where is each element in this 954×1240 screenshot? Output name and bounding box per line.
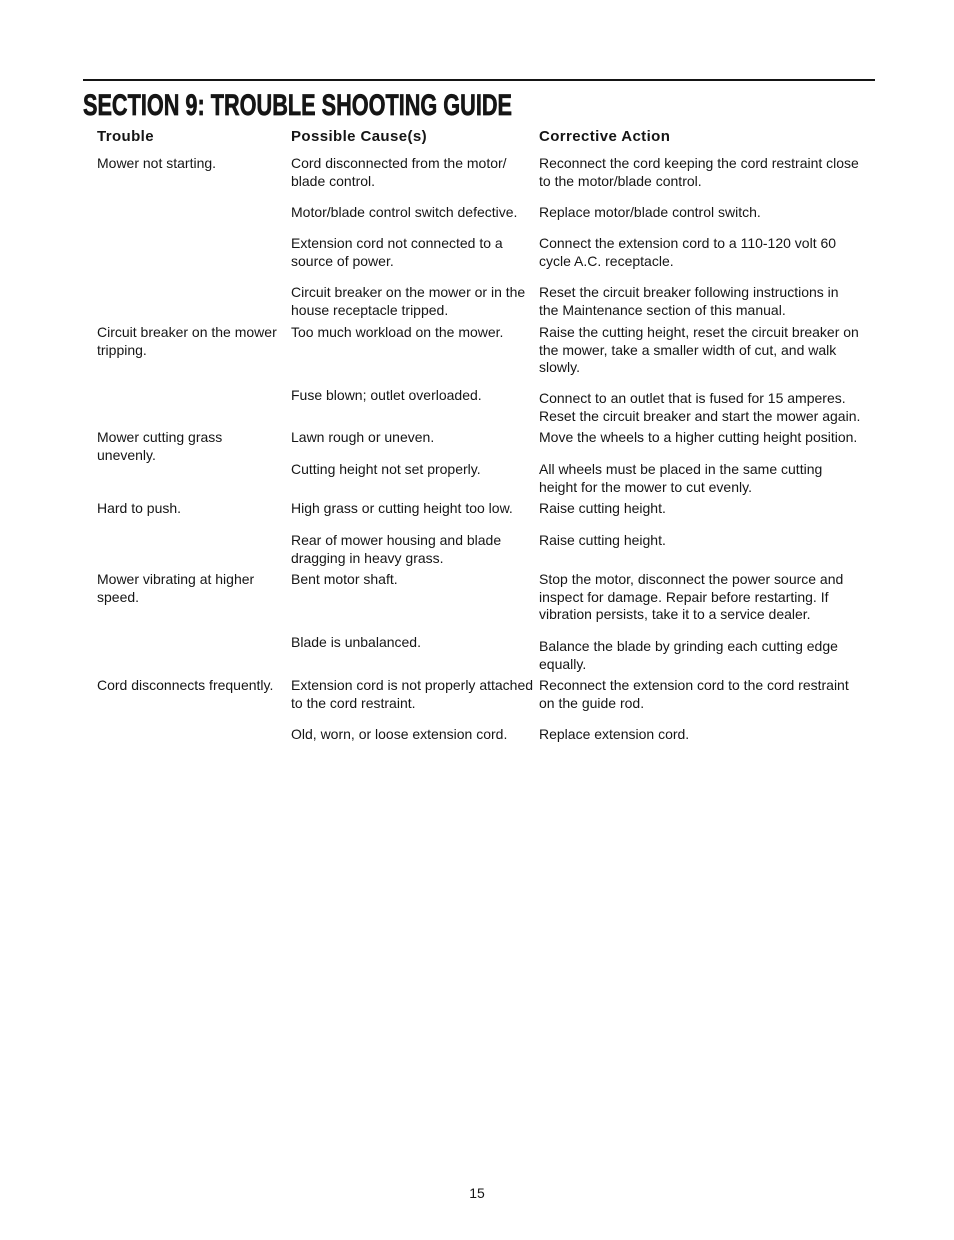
- action-cell: Raise cutting height.: [539, 500, 666, 516]
- column-header-cause: Possible Cause(s): [291, 128, 428, 145]
- action-cell: Replace motor/blade control switch.: [539, 204, 761, 220]
- action-cell: Raise the cutting height, reset the circuit breaker on the mower, take a smaller width of cut, and walk slowly.: [539, 324, 859, 375]
- table-row: [0, 324, 954, 375]
- cause-cell: Old, worn, or loose extension cord.: [291, 726, 508, 742]
- table-row: [0, 726, 954, 742]
- trouble-cell: Mower not starting.: [97, 155, 217, 171]
- table-row: [0, 204, 954, 220]
- table-row: [0, 284, 954, 318]
- column-header-action: Corrective Action: [539, 128, 671, 145]
- trouble-cell: Cord disconnects frequently.: [97, 677, 274, 693]
- action-cell: Connect to an outlet that is fused for 15 amperes. Reset the circuit breaker and start the mower again.: [539, 390, 861, 424]
- action-cell: Stop the motor, disconnect the power source and inspect for damage. Repair before restarting. If vibration persists, take it to a service dealer.: [539, 571, 844, 622]
- cause-cell: Cutting height not set properly.: [291, 461, 481, 477]
- cause-cell: Rear of mower housing and blade dragging in heavy grass.: [291, 532, 502, 566]
- action-cell: Reset the circuit breaker following instructions in the Maintenance section of this manual.: [539, 284, 839, 318]
- cause-cell: Blade is unbalanced.: [291, 634, 421, 650]
- cause-cell: Extension cord is not properly attached to the cord restraint.: [291, 677, 534, 711]
- action-cell: Raise cutting height.: [539, 532, 666, 548]
- cause-cell: Fuse blown; outlet overloaded.: [291, 387, 482, 403]
- table-row: [0, 532, 954, 566]
- cause-cell: Extension cord not connected to a source of power.: [291, 235, 503, 269]
- action-cell: All wheels must be placed in the same cutting height for the mower to cut evenly.: [539, 461, 823, 495]
- cause-cell: Cord disconnected from the motor/ blade control.: [291, 155, 507, 189]
- cause-cell: High grass or cutting height too low.: [291, 500, 513, 516]
- table-row: [0, 677, 954, 711]
- page-title: SECTION 9: TROUBLE SHOOTING GUIDE: [83, 89, 513, 122]
- table-row: [0, 500, 954, 516]
- cause-cell: Circuit breaker on the mower or in the house receptacle tripped.: [291, 284, 526, 318]
- action-cell: Reconnect the cord keeping the cord restraint close to the motor/blade control.: [539, 155, 859, 189]
- trouble-cell: Circuit breaker on the mower tripping.: [97, 324, 277, 358]
- action-cell: Reconnect the extension cord to the cord restraint on the guide rod.: [539, 677, 849, 711]
- page-number: 15: [469, 1185, 485, 1201]
- table-row: [0, 155, 954, 189]
- cause-cell: Lawn rough or uneven.: [291, 429, 435, 445]
- table-row: [0, 461, 954, 495]
- column-header-trouble: Trouble: [97, 128, 154, 145]
- table-row: [0, 235, 954, 269]
- action-cell: Connect the extension cord to a 110-120 volt 60 cycle A.C. receptacle.: [539, 235, 837, 269]
- action-cell: Replace extension cord.: [539, 726, 690, 742]
- table-row: [0, 634, 954, 672]
- trouble-cell: Hard to push.: [97, 500, 182, 516]
- cause-cell: Bent motor shaft.: [291, 571, 398, 587]
- action-cell: Move the wheels to a higher cutting height position.: [539, 429, 858, 445]
- table-row: [0, 429, 954, 463]
- trouble-cell: Mower vibrating at higher speed.: [97, 571, 255, 605]
- cause-cell: Too much workload on the mower.: [291, 324, 504, 340]
- trouble-cell: Mower cutting grass unevenly.: [97, 429, 223, 463]
- table-row: [0, 571, 954, 622]
- table-row: [0, 387, 954, 424]
- action-cell: Balance the blade by grinding each cutting edge equally.: [539, 638, 838, 672]
- cause-cell: Motor/blade control switch defective.: [291, 204, 518, 220]
